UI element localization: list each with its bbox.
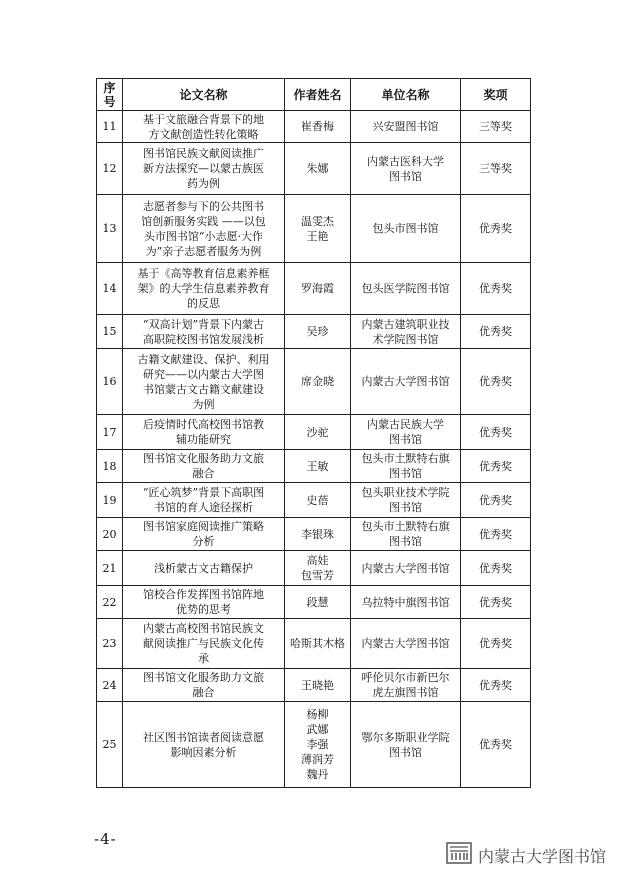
cell-no: 15 — [97, 315, 123, 349]
cell-title-line: 浅析蒙古文古籍保护 — [154, 561, 253, 575]
cell-unit-line: 图书馆 — [389, 535, 422, 548]
cell-unit — [351, 111, 461, 143]
cell-authors-line: 杨柳 — [306, 708, 329, 721]
cell-title-line: 新方法探究—以蒙古族医 — [143, 162, 264, 175]
table-row — [97, 551, 531, 586]
cell-award: 优秀奖 — [461, 349, 531, 415]
watermark-text: 内蒙古大学图书馆 — [478, 846, 607, 866]
cell-authors — [285, 483, 351, 518]
cell-unit — [351, 702, 461, 788]
cell-authors-line: 罗海霞 — [301, 282, 334, 295]
cell-authors — [285, 586, 351, 619]
cell-title-line: 为”亲子志愿者服务为例 — [145, 244, 262, 258]
cell-title-line: 融合 — [192, 467, 215, 480]
cell-title-line: 古籍文献建设、保护、利用 — [137, 352, 270, 366]
cell-title-line: 药为例 — [187, 177, 220, 190]
cell-authors — [285, 143, 351, 195]
cell-title-line: 馆校合作发挥图书馆阵地 — [143, 588, 264, 601]
table-row — [97, 143, 531, 195]
cell-title — [123, 349, 285, 415]
cell-authors — [285, 111, 351, 143]
cell-award: 三等奖 — [461, 143, 531, 195]
cell-authors-line: 哈斯其木格 — [290, 637, 345, 650]
header-no-line-1: 序 — [103, 80, 116, 95]
cell-unit — [351, 263, 461, 315]
cell-title-line: 图书馆文化服务助力文旅 — [143, 671, 264, 684]
cell-authors — [285, 619, 351, 669]
cell-award: 优秀奖 — [461, 702, 531, 788]
cell-unit-line: 乌拉特中旗图书馆 — [361, 595, 450, 609]
cell-authors — [285, 551, 351, 586]
cell-title-line: 头市图书馆“小志愿·大作 — [143, 229, 264, 243]
cell-award: 优秀奖 — [461, 551, 531, 586]
cell-title-line: 志愿者参与下的公共图书 — [143, 199, 264, 213]
cell-unit-line: 包头职业技术学院 — [361, 486, 450, 499]
cell-title — [123, 143, 285, 195]
cell-award: 优秀奖 — [461, 586, 531, 619]
cell-title-line: 内蒙古高校图书馆民族文 — [143, 622, 264, 635]
cell-unit-line: 包头市土默特右旗 — [361, 520, 450, 533]
cell-unit — [351, 143, 461, 195]
header-no-line-2: 号 — [103, 94, 116, 109]
header-title: 论文名称 — [123, 79, 285, 111]
cell-title-line: 图书馆民族文献阅读推广 — [143, 147, 264, 160]
header-award: 奖项 — [461, 79, 531, 111]
header-unit: 单位名称 — [351, 79, 461, 111]
cell-no: 12 — [97, 143, 123, 195]
cell-title-line: 献阅读推广与民族文化传 — [143, 637, 264, 650]
cell-unit-line: 兴安盟图书馆 — [372, 120, 439, 133]
cell-no: 23 — [97, 619, 123, 669]
cell-authors-line: 史蓓 — [306, 493, 329, 507]
cell-unit — [351, 450, 461, 483]
cell-unit-line: 图书馆 — [389, 467, 422, 480]
cell-title-line: “双高计划”背景下内蒙古 — [142, 317, 265, 331]
cell-authors — [285, 702, 351, 788]
cell-authors — [285, 415, 351, 450]
cell-unit — [351, 315, 461, 349]
cell-title-line: 方文献创造性转化策略 — [148, 127, 259, 141]
cell-no: 14 — [97, 263, 123, 315]
cell-unit-line: 内蒙古大学图书馆 — [361, 561, 450, 575]
cell-authors-line: 武娜 — [306, 723, 329, 736]
cell-no: 19 — [97, 483, 123, 518]
cell-award: 三等奖 — [461, 111, 531, 143]
table-row — [97, 669, 531, 702]
table-row — [97, 586, 531, 619]
cell-unit — [351, 619, 461, 669]
cell-authors-line: 李强 — [306, 738, 329, 751]
cell-title — [123, 551, 285, 586]
cell-title — [123, 586, 285, 619]
cell-authors — [285, 195, 351, 263]
cell-authors-line: 李银珠 — [301, 527, 334, 541]
cell-title-line: 辅功能研究 — [176, 433, 231, 446]
cell-authors-line: 吴珍 — [306, 325, 329, 338]
cell-no: 25 — [97, 702, 123, 788]
cell-title — [123, 518, 285, 551]
cell-no: 17 — [97, 415, 123, 450]
table-row — [97, 483, 531, 518]
cell-unit-line: 虎左旗图书馆 — [372, 686, 439, 699]
cell-award: 优秀奖 — [461, 195, 531, 263]
cell-authors-line: 魏丹 — [306, 768, 329, 781]
cell-title — [123, 619, 285, 669]
cell-title-line: 融合 — [192, 686, 215, 699]
cell-title-line: 书馆的育人途径探析 — [154, 501, 253, 514]
cell-title — [123, 315, 285, 349]
cell-authors-line: 薄润芳 — [301, 753, 334, 766]
library-logo-icon — [446, 842, 472, 868]
cell-award: 优秀奖 — [461, 450, 531, 483]
cell-title-line: 图书馆家庭阅读推广策略 — [143, 520, 264, 533]
table-row — [97, 415, 531, 450]
cell-unit-line: 术学院图书馆 — [372, 332, 439, 346]
cell-unit — [351, 483, 461, 518]
cell-no: 21 — [97, 551, 123, 586]
cell-authors-line: 王艳 — [306, 229, 329, 243]
table-row — [97, 195, 531, 263]
table-body — [97, 111, 531, 788]
cell-title-line: 图书馆文化服务助力文旅 — [143, 452, 264, 465]
cell-award: 优秀奖 — [461, 619, 531, 669]
cell-title-line: 的反思 — [187, 297, 220, 310]
cell-award: 优秀奖 — [461, 483, 531, 518]
table-row — [97, 263, 531, 315]
cell-title — [123, 702, 285, 788]
cell-title-line: 分析 — [192, 535, 215, 548]
cell-title-line: 研究——以内蒙古大学图 — [143, 367, 264, 381]
cell-authors-line: 高娃 — [306, 554, 329, 567]
cell-no: 13 — [97, 195, 123, 263]
cell-title-line: 书馆蒙古文古籍文献建设 — [143, 382, 264, 396]
cell-authors-line: 沙驼 — [306, 425, 329, 439]
cell-authors-line: 王敏 — [306, 459, 329, 473]
cell-unit-line: 图书馆 — [389, 745, 422, 759]
cell-title — [123, 483, 285, 518]
cell-award: 优秀奖 — [461, 315, 531, 349]
cell-title — [123, 669, 285, 702]
cell-title-line: 社区图书馆读者阅读意愿 — [143, 730, 264, 744]
cell-title-line: 基于文旅融合背景下的地 — [143, 112, 264, 126]
cell-unit-line: 鄂尔多斯职业学院 — [361, 730, 450, 744]
cell-title-line: 馆创新服务实践 ——以包 — [141, 214, 266, 228]
cell-award: 优秀奖 — [461, 263, 531, 315]
cell-unit — [351, 415, 461, 450]
cell-unit-line: 内蒙古大学图书馆 — [361, 637, 450, 650]
cell-unit-line: 包头市图书馆 — [372, 222, 439, 235]
cell-unit — [351, 349, 461, 415]
cell-authors — [285, 450, 351, 483]
header-row — [97, 79, 531, 111]
cell-authors-line: 王晓艳 — [301, 678, 334, 692]
cell-authors-line: 段慧 — [306, 595, 329, 609]
table-row — [97, 702, 531, 788]
cell-unit-line: 图书馆 — [389, 169, 422, 183]
cell-no: 16 — [97, 349, 123, 415]
cell-no: 22 — [97, 586, 123, 619]
cell-title-line: 影响因素分析 — [170, 745, 237, 759]
awards-table — [96, 78, 531, 788]
cell-unit-line: 内蒙古医科大学 — [367, 154, 444, 168]
cell-unit — [351, 518, 461, 551]
cell-unit — [351, 669, 461, 702]
cell-authors-line: 崔香梅 — [301, 120, 334, 133]
cell-unit-line: 包头医学院图书馆 — [361, 282, 450, 295]
cell-no: 20 — [97, 518, 123, 551]
cell-title — [123, 450, 285, 483]
cell-authors — [285, 263, 351, 315]
cell-unit — [351, 586, 461, 619]
cell-unit — [351, 195, 461, 263]
cell-unit-line: 内蒙古民族大学 — [367, 418, 444, 431]
cell-no: 11 — [97, 111, 123, 143]
cell-authors — [285, 349, 351, 415]
cell-authors-line: 席金晓 — [301, 375, 334, 388]
table-row — [97, 315, 531, 349]
cell-unit-line: 图书馆 — [389, 433, 422, 446]
cell-title-line: 承 — [198, 652, 209, 665]
cell-title — [123, 111, 285, 143]
cell-unit — [351, 551, 461, 586]
cell-unit-line: 呼伦贝尔市新巴尔 — [361, 671, 450, 684]
cell-title-line: 优势的思考 — [176, 603, 231, 616]
cell-title — [123, 263, 285, 315]
cell-title-line: 后疫情时代高校图书馆教 — [143, 418, 264, 431]
cell-unit-line: 包头市土默特右旗 — [361, 452, 450, 465]
cell-authors-line: 朱娜 — [306, 162, 329, 175]
cell-authors — [285, 669, 351, 702]
cell-unit-line: 内蒙古大学图书馆 — [361, 375, 450, 388]
cell-authors — [285, 315, 351, 349]
table-row — [97, 619, 531, 669]
cell-award: 优秀奖 — [461, 669, 531, 702]
cell-title — [123, 195, 285, 263]
cell-title-line: 架》的大学生信息素养教育 — [137, 282, 270, 295]
cell-award: 优秀奖 — [461, 518, 531, 551]
header-author: 作者姓名 — [285, 79, 351, 111]
cell-authors-line: 温雯杰 — [301, 214, 334, 228]
cell-title-line: 基于《高等教育信息素养框 — [137, 267, 270, 280]
cell-title — [123, 415, 285, 450]
cell-authors — [285, 518, 351, 551]
cell-title-line: “匠心筑梦”背景下高职图 — [142, 486, 265, 499]
cell-no: 24 — [97, 669, 123, 702]
table-row — [97, 349, 531, 415]
cell-unit-line: 图书馆 — [389, 501, 422, 514]
cell-title-line: 高职院校图书馆发展浅析 — [143, 332, 264, 346]
table-row — [97, 518, 531, 551]
cell-award: 优秀奖 — [461, 415, 531, 450]
cell-title-line: 为例 — [192, 397, 215, 411]
cell-no: 18 — [97, 450, 123, 483]
watermark — [446, 842, 606, 868]
header-no — [97, 79, 123, 111]
cell-authors-line: 包雪芳 — [301, 569, 334, 582]
cell-unit-line: 内蒙古建筑职业技 — [361, 317, 450, 331]
table-row — [97, 450, 531, 483]
page-number: -4- — [94, 830, 117, 848]
table-row — [97, 111, 531, 143]
